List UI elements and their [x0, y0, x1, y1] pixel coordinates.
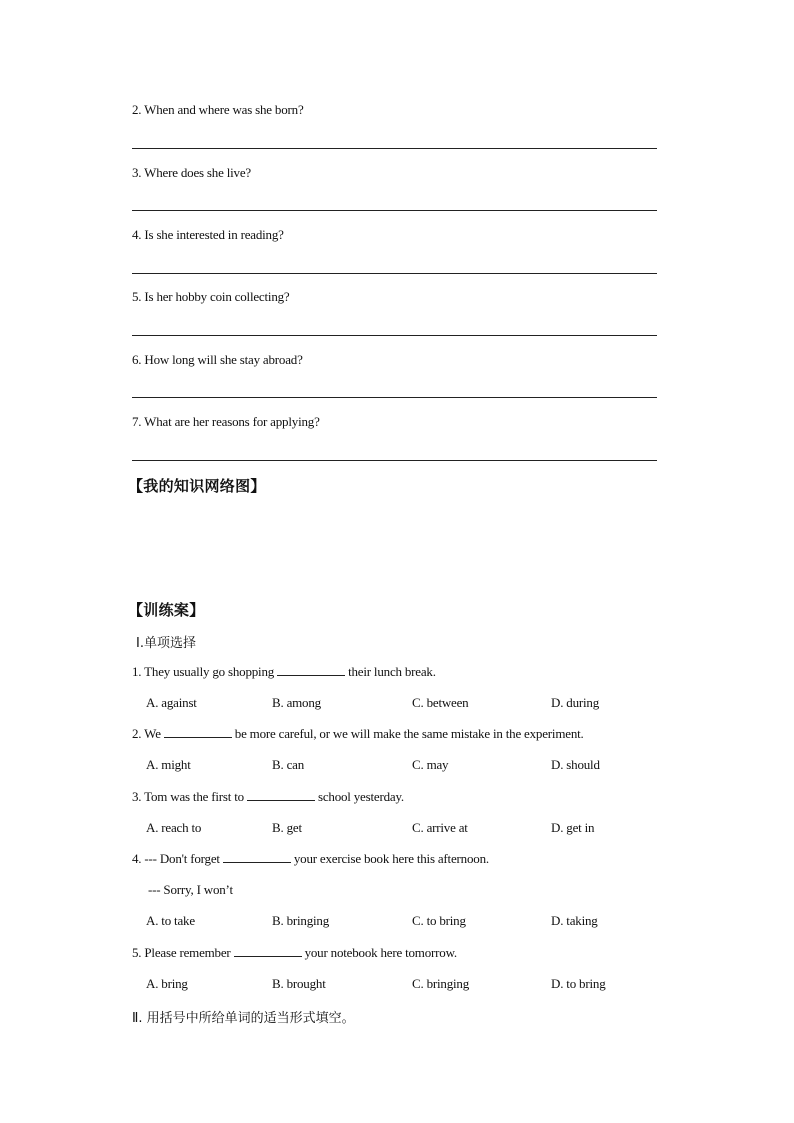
mc-2-option-c: C. may: [412, 757, 449, 772]
question-6: 6. How long will she stay abroad?: [132, 352, 303, 367]
mc-4-option-a: A. to take: [146, 913, 195, 928]
mc-4-option-c: C. to bring: [412, 913, 466, 928]
blank: [247, 789, 315, 801]
answer-line-3: [132, 210, 657, 211]
question-7: 7. What are her reasons for applying?: [132, 414, 320, 429]
mc-5-option-c: C. bringing: [412, 976, 470, 991]
answer-line-6: [132, 397, 657, 398]
answer-line-2: [132, 148, 657, 149]
blank: [277, 664, 345, 676]
mc-3-option-a: A. reach to: [146, 820, 202, 835]
mc-3-option-b: B. get: [272, 820, 302, 835]
mc-3-option-c: C. arrive at: [412, 820, 468, 835]
mc-5-option-d: D. to bring: [551, 976, 606, 991]
mc-2-option-a: A. might: [146, 757, 191, 772]
part-two-title: Ⅱ. 用括号中所给单词的适当形式填空。: [132, 1011, 355, 1026]
mc-2-option-b: B. can: [272, 757, 305, 772]
mc-5-option-a: A. bring: [146, 976, 188, 991]
mc-4-option-d: D. taking: [551, 913, 598, 928]
answer-line-5: [132, 335, 657, 336]
answer-line-7: [132, 460, 657, 461]
question-2: 2. When and where was she born?: [132, 102, 304, 117]
mc-question-4: 4. --- Don't forget your exercise book here this afternoon.: [132, 851, 489, 866]
blank: [223, 851, 291, 863]
mc-question-2: 2. We be more careful, or we will make the same mistake in the experiment.: [132, 726, 584, 741]
mc-1-option-a: A. against: [146, 695, 197, 710]
knowledge-map-heading: 【我的知识网络图】: [128, 477, 266, 495]
mc-3-option-d: D. get in: [551, 820, 595, 835]
mc-2-option-d: D. should: [551, 757, 600, 772]
blank: [164, 726, 232, 738]
training-heading: 【训练案】: [128, 601, 205, 619]
mc-question-1: 1. They usually go shopping their lunch break.: [132, 664, 436, 679]
part-one-title: Ⅰ.单项选择: [136, 636, 196, 651]
question-4: 4. Is she interested in reading?: [132, 227, 284, 242]
mc-1-option-d: D. during: [551, 695, 600, 710]
mc-4-reply: --- Sorry, I won’t: [148, 882, 233, 897]
mc-1-option-b: B. among: [272, 695, 321, 710]
mc-question-3: 3. Tom was the first to school yesterday.: [132, 789, 404, 804]
mc-5-option-b: B. brought: [272, 976, 326, 991]
mc-question-5: 5. Please remember your notebook here tomorrow.: [132, 945, 457, 960]
question-3: 3. Where does she live?: [132, 165, 251, 180]
mc-1-option-c: C. between: [412, 695, 469, 710]
blank: [234, 945, 302, 957]
mc-4-option-b: B. bringing: [272, 913, 330, 928]
answer-line-4: [132, 273, 657, 274]
question-5: 5. Is her hobby coin collecting?: [132, 289, 290, 304]
